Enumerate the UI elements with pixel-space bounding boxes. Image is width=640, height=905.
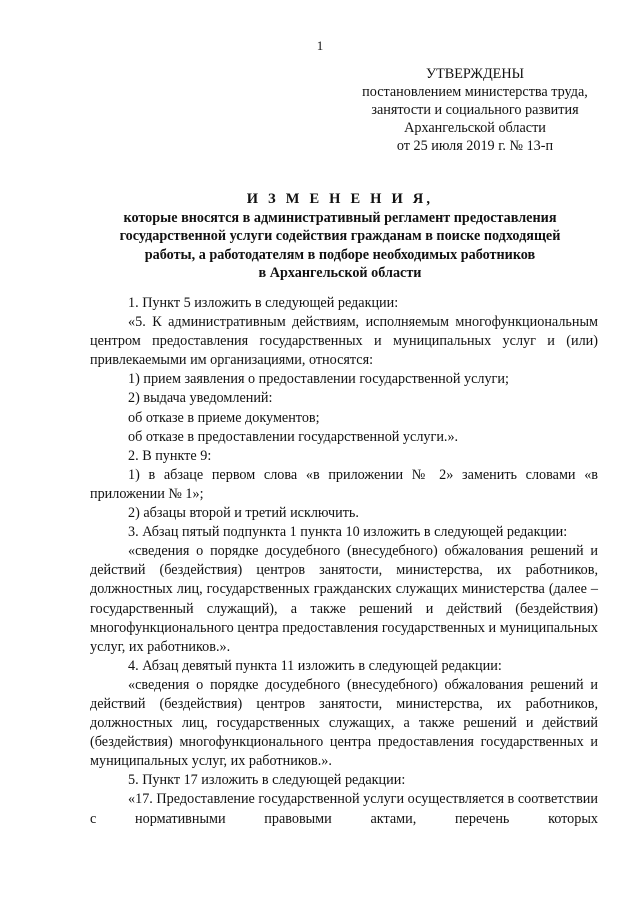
paragraph: 5. Пункт 17 изложить в следующей редакции:	[128, 772, 406, 789]
paragraph: «5. К административным действиям, исполняемым многофункциональным центром предоставления государственных и муниципальных услуг и (или) привлекаемыми им организациями, относятся:	[90, 314, 598, 369]
approval-line: от 25 июля 2019 г. № 13-п	[396, 138, 554, 154]
approval-line: постановлением министерства труда,	[362, 84, 588, 100]
paragraph: 2. В пункте 9:	[128, 447, 212, 464]
title-line: в Архангельской области	[258, 265, 422, 281]
title-heading: И З М Е Н Е Н И Я,	[246, 191, 434, 207]
page-number: 1	[316, 38, 324, 53]
title-line: которые вносятся в административный регламент предоставления	[123, 209, 557, 226]
title-line: государственной услуги содействия гражданам в поиске подходящей	[119, 228, 561, 244]
document-body	[90, 294, 598, 829]
paragraph: 3. Абзац пятый подпункта 1 пункта 10 изложить в следующей редакции:	[128, 524, 568, 541]
paragraph: «17. Предоставление государственной услуги осуществляется в соответствии с нормативными правовыми актами, перечень которых	[90, 791, 598, 827]
paragraph: 1. Пункт 5 изложить в следующей редакции:	[128, 295, 399, 311]
title-line: работы, а работодателям в подборе необходимых работников	[144, 246, 536, 263]
paragraph: «сведения о порядке досудебного (внесудебного) обжалования решений и действий (бездействия) центров занятости, министерства, их работников, должностных лиц, государственных служащих, а также решений и действий (бездействия) многофункционального центра предоставления государственных и муниципальных услуг, их работников.».	[90, 676, 598, 770]
paragraph: 4. Абзац девятый пункта 11 изложить в следующей редакции:	[128, 657, 502, 674]
paragraph: 2) абзацы второй и третий исключить.	[128, 505, 359, 522]
paragraph: 1) в абзаце первом слова «в приложении № 2» заменить словами «в приложении № 1»;	[90, 466, 598, 502]
approval-line: Архангельской области	[404, 120, 546, 136]
approval-line: занятости и социального развития	[371, 102, 579, 118]
paragraph: 2) выдача уведомлений:	[128, 390, 273, 407]
approval-stamp-block	[350, 65, 600, 155]
paragraph: 1) прием заявления о предоставлении государственной услуги;	[128, 371, 509, 388]
approval-line: УТВЕРЖДЕНЫ	[426, 66, 524, 82]
paragraph: «сведения о порядке досудебного (внесудебного) обжалования решений и действий (бездействия) центров занятости, министерства, их работников, должностных лиц, государственных гражданских служащих министерства (далее – государственный служащий), а также решений и действий (бездействия) многофункционального центра предоставления государственных и муниципальных услуг, их работников.».	[90, 543, 598, 655]
paragraph: об отказе в приеме документов;	[128, 409, 320, 426]
document-title	[80, 190, 600, 283]
paragraph: об отказе в предоставлении государственной услуги.».	[128, 428, 459, 445]
